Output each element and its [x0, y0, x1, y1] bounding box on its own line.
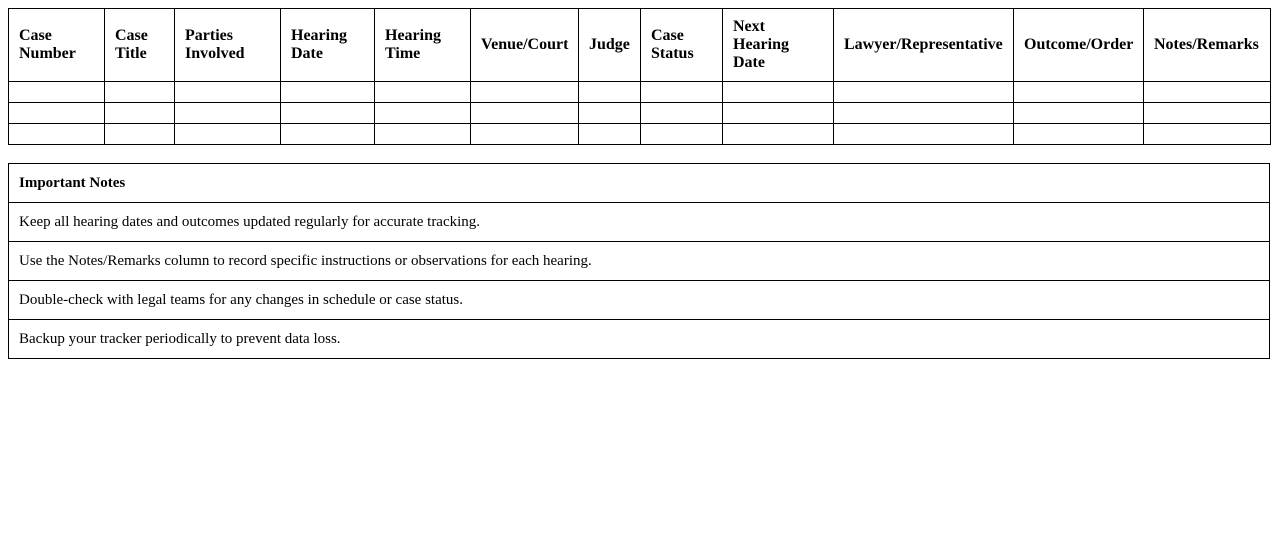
column-header-parties-involved: Parties Involved: [175, 9, 281, 82]
column-header-venue-court: Venue/Court: [471, 9, 579, 82]
list-item: [9, 242, 1270, 281]
table-cell[interactable]: [641, 103, 723, 124]
table-cell[interactable]: [175, 82, 281, 103]
table-cell[interactable]: [471, 82, 579, 103]
table-cell[interactable]: [375, 82, 471, 103]
table-cell[interactable]: [641, 124, 723, 145]
table-row: [9, 103, 1271, 124]
table-cell[interactable]: [1014, 124, 1144, 145]
note-text: Keep all hearing dates and outcomes updated regularly for accurate tracking.: [9, 203, 1270, 242]
table-cell[interactable]: [579, 103, 641, 124]
table-cell[interactable]: [1014, 103, 1144, 124]
notes-header-row: [9, 164, 1270, 203]
column-header-case-status: Case Status: [641, 9, 723, 82]
table-cell[interactable]: [9, 124, 105, 145]
list-item: [9, 203, 1270, 242]
table-cell[interactable]: [105, 82, 175, 103]
column-header-lawyer-representative: Lawyer/Representative: [834, 9, 1014, 82]
table-cell[interactable]: [105, 124, 175, 145]
table-header-row: [9, 9, 1271, 82]
table-cell[interactable]: [175, 103, 281, 124]
table-cell[interactable]: [281, 82, 375, 103]
table-row: [9, 82, 1271, 103]
column-header-notes-remarks: Notes/Remarks: [1144, 9, 1271, 82]
table-cell[interactable]: [375, 124, 471, 145]
column-header-case-number: Case Number: [9, 9, 105, 82]
table-cell[interactable]: [834, 124, 1014, 145]
table-cell[interactable]: [834, 103, 1014, 124]
table-cell[interactable]: [471, 103, 579, 124]
notes-title: Important Notes: [9, 164, 1270, 203]
note-text: Backup your tracker periodically to prevent data loss.: [9, 320, 1270, 359]
table-row: [9, 124, 1271, 145]
table-cell[interactable]: [723, 82, 834, 103]
table-cell[interactable]: [9, 82, 105, 103]
column-header-next-hearing-date: Next Hearing Date: [723, 9, 834, 82]
table-cell[interactable]: [471, 124, 579, 145]
table-cell[interactable]: [579, 124, 641, 145]
table-cell[interactable]: [723, 124, 834, 145]
table-cell[interactable]: [834, 82, 1014, 103]
table-cell[interactable]: [579, 82, 641, 103]
table-cell[interactable]: [175, 124, 281, 145]
column-header-outcome-order: Outcome/Order: [1014, 9, 1144, 82]
table-cell[interactable]: [281, 124, 375, 145]
table-cell[interactable]: [375, 103, 471, 124]
note-text: Use the Notes/Remarks column to record specific instructions or observations for each hearing.: [9, 242, 1270, 281]
table-cell[interactable]: [281, 103, 375, 124]
column-header-judge: Judge: [579, 9, 641, 82]
column-header-hearing-time: Hearing Time: [375, 9, 471, 82]
table-cell[interactable]: [723, 103, 834, 124]
table-cell[interactable]: [1014, 82, 1144, 103]
table-cell[interactable]: [641, 82, 723, 103]
important-notes-table: [8, 163, 1270, 359]
hearing-tracker-table: [8, 8, 1271, 145]
column-header-case-title: Case Title: [105, 9, 175, 82]
table-cell[interactable]: [105, 103, 175, 124]
list-item: [9, 320, 1270, 359]
table-cell[interactable]: [9, 103, 105, 124]
document: [8, 8, 1270, 359]
column-header-hearing-date: Hearing Date: [281, 9, 375, 82]
table-cell[interactable]: [1144, 103, 1271, 124]
list-item: [9, 281, 1270, 320]
table-cell[interactable]: [1144, 124, 1271, 145]
table-cell[interactable]: [1144, 82, 1271, 103]
note-text: Double-check with legal teams for any changes in schedule or case status.: [9, 281, 1270, 320]
